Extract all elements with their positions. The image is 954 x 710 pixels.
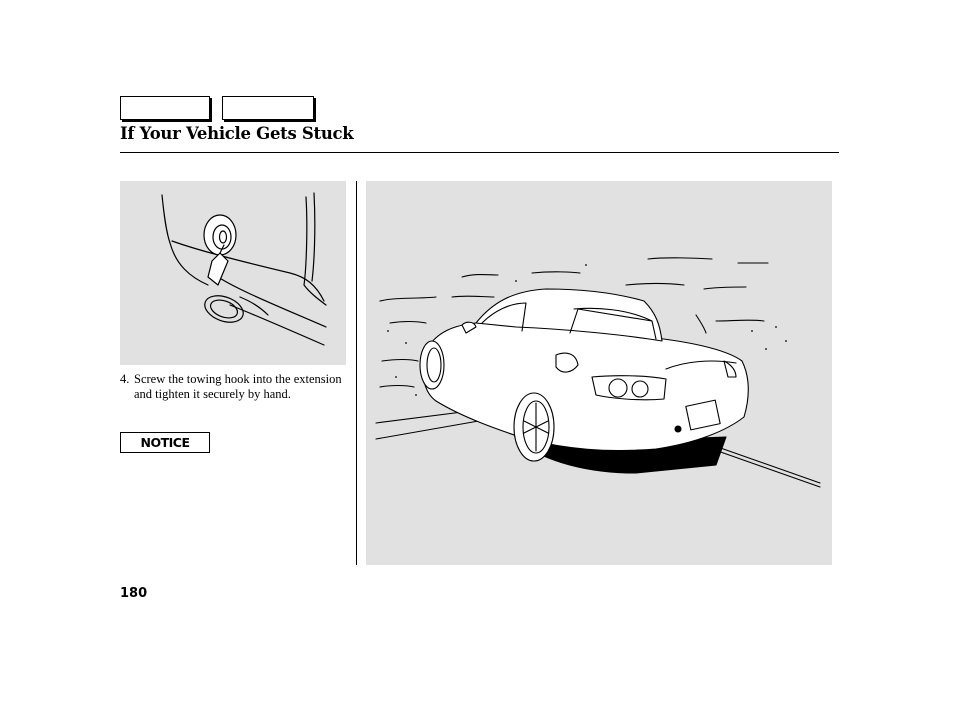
nav-button-2[interactable]: [222, 96, 314, 120]
instruction-step-4: [120, 372, 346, 402]
towing-hook-figure: [120, 181, 346, 365]
notice-badge: NOTICE: [120, 432, 210, 453]
car-stuck-icon: [366, 181, 832, 565]
car-stuck-figure: [366, 181, 832, 565]
page-title: If Your Vehicle Gets Stuck: [120, 124, 354, 143]
nav-button-1[interactable]: [120, 96, 210, 120]
column-divider: [356, 181, 357, 565]
step-text: Screw the towing hook into the extension and tighten it securely by hand.: [134, 372, 342, 401]
title-divider: [120, 152, 839, 153]
step-number: 4.: [120, 372, 130, 386]
page-number: 180: [120, 586, 148, 601]
towing-hook-icon: [120, 181, 346, 365]
